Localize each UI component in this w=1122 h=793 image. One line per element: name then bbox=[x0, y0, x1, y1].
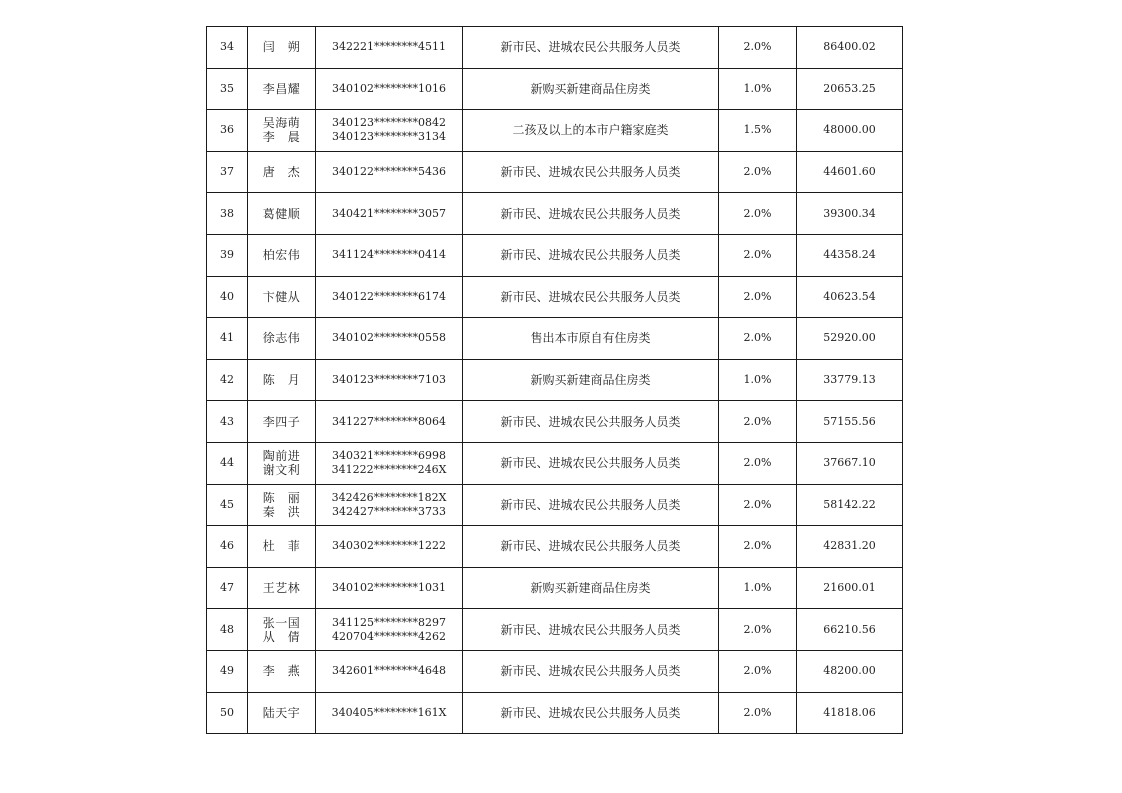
applicant-name: 柏宏伟 bbox=[262, 248, 301, 263]
id-number: 342426********182X bbox=[331, 490, 447, 504]
applicant-name: 杜 菲 bbox=[262, 539, 301, 554]
table-row bbox=[207, 234, 903, 276]
subsidy-amount-cell: 42831.20 bbox=[797, 526, 903, 568]
subsidy-amount-cell: 48200.00 bbox=[797, 650, 903, 692]
applicant-name: 张一国 bbox=[262, 615, 301, 630]
subsidy-amount-cell: 39300.34 bbox=[797, 193, 903, 235]
applicant-name-cell bbox=[248, 609, 316, 651]
id-number-cell bbox=[316, 68, 463, 110]
table-row bbox=[207, 650, 903, 692]
id-number-cell bbox=[316, 526, 463, 568]
subsidy-amount-cell: 37667.10 bbox=[797, 442, 903, 484]
id-number-cell bbox=[316, 234, 463, 276]
subsidy-rate-cell: 2.0% bbox=[719, 276, 797, 318]
applicant-name: 李 晨 bbox=[262, 130, 301, 145]
row-number-cell: 41 bbox=[207, 318, 248, 360]
row-number-cell: 44 bbox=[207, 442, 248, 484]
id-number-cell bbox=[316, 27, 463, 69]
applicant-name-cell bbox=[248, 27, 316, 69]
subsidy-rate-cell: 2.0% bbox=[719, 650, 797, 692]
row-number-cell: 42 bbox=[207, 359, 248, 401]
subsidy-category-cell: 新市民、进城农民公共服务人员类 bbox=[463, 650, 719, 692]
applicant-name: 陶前进 bbox=[262, 449, 301, 464]
table-row bbox=[207, 609, 903, 651]
subsidy-category-cell: 新市民、进城农民公共服务人员类 bbox=[463, 276, 719, 318]
subsidy-category-cell: 新市民、进城农民公共服务人员类 bbox=[463, 401, 719, 443]
id-number-cell bbox=[316, 318, 463, 360]
id-number: 340102********1016 bbox=[332, 81, 446, 95]
id-number-cell bbox=[316, 692, 463, 734]
subsidy-amount-cell: 57155.56 bbox=[797, 401, 903, 443]
subsidy-rate-cell: 2.0% bbox=[719, 151, 797, 193]
applicant-name: 徐志伟 bbox=[262, 331, 301, 346]
table-row bbox=[207, 567, 903, 609]
subsidy-category-cell: 新购买新建商品住房类 bbox=[463, 68, 719, 110]
subsidy-rate-cell: 2.0% bbox=[719, 526, 797, 568]
subsidy-category-cell: 新购买新建商品住房类 bbox=[463, 359, 719, 401]
id-number: 340102********1031 bbox=[332, 581, 446, 595]
applicant-name-cell bbox=[248, 68, 316, 110]
subsidy-category-cell: 新市民、进城农民公共服务人员类 bbox=[463, 234, 719, 276]
applicant-name: 李四子 bbox=[262, 414, 301, 429]
applicant-name: 陈 丽 bbox=[262, 490, 301, 505]
subsidy-rate-cell: 2.0% bbox=[719, 401, 797, 443]
id-number: 340123********7103 bbox=[332, 373, 446, 387]
id-number: 340123********3134 bbox=[332, 130, 446, 144]
applicant-name: 秦 洪 bbox=[262, 504, 301, 519]
subsidy-category-cell: 新市民、进城农民公共服务人员类 bbox=[463, 442, 719, 484]
id-number: 342601********4648 bbox=[332, 664, 446, 678]
subsidy-category-cell: 新市民、进城农民公共服务人员类 bbox=[463, 484, 719, 526]
applicant-name: 谢文利 bbox=[262, 463, 301, 478]
applicant-name-cell bbox=[248, 193, 316, 235]
subsidy-category-cell: 新市民、进城农民公共服务人员类 bbox=[463, 193, 719, 235]
subsidy-table bbox=[206, 26, 903, 734]
table-row bbox=[207, 442, 903, 484]
subsidy-amount-cell: 48000.00 bbox=[797, 110, 903, 152]
row-number-cell: 38 bbox=[207, 193, 248, 235]
id-number: 340421********3057 bbox=[332, 206, 446, 220]
row-number-cell: 48 bbox=[207, 609, 248, 651]
applicant-name-cell bbox=[248, 234, 316, 276]
table-row bbox=[207, 110, 903, 152]
id-number: 341124********0414 bbox=[332, 248, 446, 262]
id-number-cell bbox=[316, 567, 463, 609]
subsidy-rate-cell: 1.5% bbox=[719, 110, 797, 152]
subsidy-amount-cell: 86400.02 bbox=[797, 27, 903, 69]
applicant-name-cell bbox=[248, 151, 316, 193]
id-number-cell bbox=[316, 650, 463, 692]
applicant-name: 王艺林 bbox=[262, 581, 301, 596]
subsidy-rate-cell: 1.0% bbox=[719, 68, 797, 110]
id-number-cell bbox=[316, 401, 463, 443]
id-number-cell bbox=[316, 110, 463, 152]
row-number-cell: 34 bbox=[207, 27, 248, 69]
applicant-name-cell bbox=[248, 692, 316, 734]
table-row bbox=[207, 193, 903, 235]
id-number: 340302********1222 bbox=[332, 539, 446, 553]
subsidy-rate-cell: 2.0% bbox=[719, 692, 797, 734]
applicant-name: 吴海萌 bbox=[262, 116, 301, 131]
applicant-name: 卞健从 bbox=[262, 289, 301, 304]
row-number-cell: 50 bbox=[207, 692, 248, 734]
id-number: 420704********4262 bbox=[332, 629, 446, 643]
applicant-name: 李 燕 bbox=[262, 664, 301, 679]
id-number-cell bbox=[316, 276, 463, 318]
id-number: 341227********8064 bbox=[332, 414, 446, 428]
subsidy-amount-cell: 66210.56 bbox=[797, 609, 903, 651]
id-number: 341222********246X bbox=[331, 463, 447, 477]
row-number-cell: 46 bbox=[207, 526, 248, 568]
row-number-cell: 45 bbox=[207, 484, 248, 526]
subsidy-amount-cell: 58142.22 bbox=[797, 484, 903, 526]
table-body bbox=[207, 27, 903, 734]
row-number-cell: 47 bbox=[207, 567, 248, 609]
subsidy-category-cell: 二孩及以上的本市户籍家庭类 bbox=[463, 110, 719, 152]
row-number-cell: 49 bbox=[207, 650, 248, 692]
table-row bbox=[207, 318, 903, 360]
subsidy-category-cell: 新市民、进城农民公共服务人员类 bbox=[463, 27, 719, 69]
row-number-cell: 39 bbox=[207, 234, 248, 276]
applicant-name-cell bbox=[248, 442, 316, 484]
id-number-cell bbox=[316, 442, 463, 484]
applicant-name: 葛健顺 bbox=[262, 206, 301, 221]
subsidy-amount-cell: 41818.06 bbox=[797, 692, 903, 734]
id-number: 340405********161X bbox=[331, 705, 447, 719]
table-row bbox=[207, 27, 903, 69]
subsidy-amount-cell: 52920.00 bbox=[797, 318, 903, 360]
id-number-cell bbox=[316, 151, 463, 193]
table-row bbox=[207, 401, 903, 443]
table-row bbox=[207, 526, 903, 568]
table-row bbox=[207, 692, 903, 734]
applicant-name: 从 倩 bbox=[262, 629, 301, 644]
applicant-name-cell bbox=[248, 276, 316, 318]
applicant-name-cell bbox=[248, 567, 316, 609]
id-number: 340321********6998 bbox=[332, 449, 446, 463]
subsidy-rate-cell: 2.0% bbox=[719, 318, 797, 360]
subsidy-amount-cell: 20653.25 bbox=[797, 68, 903, 110]
subsidy-category-cell: 售出本市原自有住房类 bbox=[463, 318, 719, 360]
table-row bbox=[207, 276, 903, 318]
row-number-cell: 35 bbox=[207, 68, 248, 110]
row-number-cell: 40 bbox=[207, 276, 248, 318]
applicant-name-cell bbox=[248, 318, 316, 360]
table-row bbox=[207, 359, 903, 401]
applicant-name: 陆天宇 bbox=[262, 705, 301, 720]
id-number: 340102********0558 bbox=[332, 331, 446, 345]
id-number-cell bbox=[316, 609, 463, 651]
subsidy-category-cell: 新市民、进城农民公共服务人员类 bbox=[463, 609, 719, 651]
subsidy-rate-cell: 2.0% bbox=[719, 442, 797, 484]
applicant-name-cell bbox=[248, 650, 316, 692]
subsidy-amount-cell: 44358.24 bbox=[797, 234, 903, 276]
applicant-name: 唐 杰 bbox=[262, 165, 301, 180]
subsidy-rate-cell: 2.0% bbox=[719, 484, 797, 526]
id-number-cell bbox=[316, 193, 463, 235]
subsidy-category-cell: 新购买新建商品住房类 bbox=[463, 567, 719, 609]
subsidy-category-cell: 新市民、进城农民公共服务人员类 bbox=[463, 151, 719, 193]
applicant-name: 陈 月 bbox=[262, 373, 301, 388]
applicant-name-cell bbox=[248, 110, 316, 152]
subsidy-category-cell: 新市民、进城农民公共服务人员类 bbox=[463, 526, 719, 568]
id-number: 342427********3733 bbox=[332, 504, 446, 518]
subsidy-rate-cell: 1.0% bbox=[719, 359, 797, 401]
subsidy-rate-cell: 2.0% bbox=[719, 193, 797, 235]
applicant-name-cell bbox=[248, 359, 316, 401]
applicant-name: 闫 朔 bbox=[262, 40, 301, 55]
subsidy-amount-cell: 33779.13 bbox=[797, 359, 903, 401]
id-number: 340122********6174 bbox=[332, 289, 446, 303]
id-number: 340122********5436 bbox=[332, 165, 446, 179]
applicant-name-cell bbox=[248, 526, 316, 568]
subsidy-category-cell: 新市民、进城农民公共服务人员类 bbox=[463, 692, 719, 734]
subsidy-amount-cell: 44601.60 bbox=[797, 151, 903, 193]
subsidy-rate-cell: 2.0% bbox=[719, 609, 797, 651]
applicant-name: 李昌耀 bbox=[262, 81, 301, 96]
row-number-cell: 37 bbox=[207, 151, 248, 193]
applicant-name-cell bbox=[248, 401, 316, 443]
subsidy-amount-cell: 40623.54 bbox=[797, 276, 903, 318]
subsidy-amount-cell: 21600.01 bbox=[797, 567, 903, 609]
subsidy-rate-cell: 2.0% bbox=[719, 234, 797, 276]
id-number: 341125********8297 bbox=[332, 615, 446, 629]
id-number: 342221********4511 bbox=[332, 40, 446, 54]
subsidy-rate-cell: 1.0% bbox=[719, 567, 797, 609]
table-row bbox=[207, 68, 903, 110]
row-number-cell: 43 bbox=[207, 401, 248, 443]
table-row bbox=[207, 151, 903, 193]
row-number-cell: 36 bbox=[207, 110, 248, 152]
subsidy-rate-cell: 2.0% bbox=[719, 27, 797, 69]
applicant-name-cell bbox=[248, 484, 316, 526]
id-number: 340123********0842 bbox=[332, 116, 446, 130]
id-number-cell bbox=[316, 359, 463, 401]
id-number-cell bbox=[316, 484, 463, 526]
table-row bbox=[207, 484, 903, 526]
